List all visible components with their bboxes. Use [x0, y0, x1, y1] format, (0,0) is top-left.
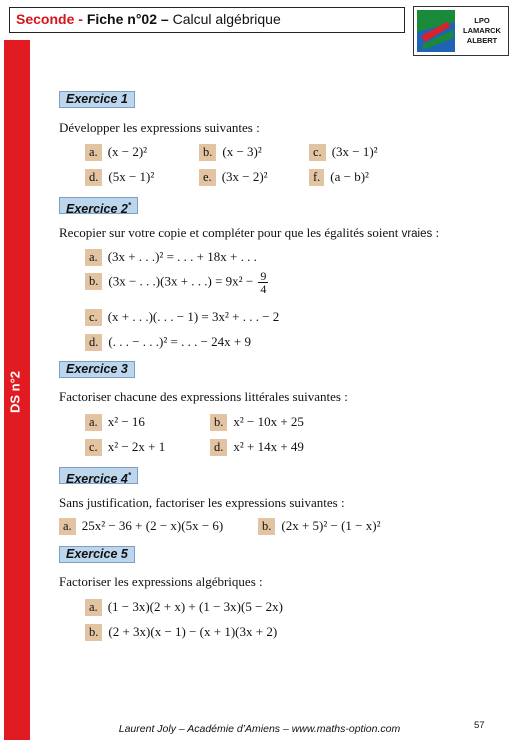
exercise-3-title [59, 361, 135, 378]
item-label: a. [85, 249, 102, 266]
item-label: a. [85, 599, 102, 616]
logo-line-1: LPO LAMARCK [463, 16, 501, 35]
exercise-4-instruction: Sans justification, factoriser les expressions suivantes : [59, 495, 345, 510]
item-expression: (a − b)² [330, 169, 369, 184]
exercise-2-item-b [85, 270, 268, 295]
exercise-1-item-f [309, 168, 369, 186]
item-expression: (3x − . . .)(3x + . . .) = 9x² − [108, 273, 257, 289]
exercise-2-instruction-end: : [432, 225, 440, 240]
item-label: b. [85, 273, 102, 290]
exercise-2-item-d [85, 333, 251, 351]
exercise-2-title-text: Exercice 2 [66, 202, 128, 217]
exercise-1-item-c [309, 143, 378, 161]
exercise-1-title [59, 91, 135, 108]
exercise-4-item-a [59, 517, 223, 535]
item-expression: (x + . . .)(. . . − 1) = 3x² + . . . − 2 [107, 309, 280, 324]
item-expression: (3x + . . .)² = . . . + 18x + . . . [107, 249, 257, 264]
logo-line-2: ALBERT [466, 36, 498, 45]
item-expression: (1 − 3x)(2 + x) + (1 − 3x)(5 − 2x) [107, 599, 283, 614]
exercise-3-item-b [210, 413, 304, 431]
fraction [258, 270, 268, 295]
exercise-2-star: * [127, 201, 131, 210]
exercise-3-title-text: Exercice 3 [66, 362, 128, 376]
item-expression: (2 + 3x)(x − 1) − (x + 1)(3x + 2) [108, 624, 278, 639]
page-footer: Laurent Joly – Académie d’Amiens – www.maths-option.com [118, 723, 401, 735]
fraction-numerator: 9 [260, 269, 267, 283]
fraction-denominator: 4 [260, 282, 267, 296]
item-label: d. [85, 334, 102, 351]
item-label: b. [199, 144, 216, 161]
item-expression: x² − 2x + 1 [107, 439, 166, 454]
exercise-1-title-text: Exercice 1 [66, 92, 128, 106]
header-separator: - [74, 11, 87, 27]
item-label: b. [85, 624, 102, 641]
sidebar-label: DS n°2 [7, 370, 23, 414]
exercise-3-item-c [85, 438, 165, 456]
exercise-5-title [59, 546, 135, 563]
item-label: a. [85, 414, 102, 431]
header-level: Seconde [16, 11, 75, 27]
item-label: d. [85, 169, 102, 186]
item-label: d. [210, 439, 227, 456]
item-label: c. [85, 309, 102, 326]
item-label: e. [199, 169, 216, 186]
school-logo-icon [417, 10, 455, 52]
item-expression: 25x² − 36 + (2 − x)(5x − 6) [81, 518, 224, 533]
header-sheet-number: Fiche n°02 [86, 11, 157, 27]
item-expression: (x − 2)² [107, 144, 148, 159]
exercise-1-item-b [199, 143, 262, 161]
exercise-2-title [59, 197, 138, 217]
item-expression: (. . . − . . .)² = . . . − 24x + 9 [108, 334, 252, 349]
exercise-5-item-b [85, 623, 277, 641]
exercise-3-item-a [85, 413, 145, 431]
exercise-3-item-d [210, 438, 304, 456]
exercise-2-instruction-word: vraies [401, 228, 433, 240]
item-expression: x² − 10x + 25 [233, 414, 304, 429]
item-label: b. [258, 518, 275, 535]
item-label: a. [85, 144, 102, 161]
header-subject: Calcul algébrique [172, 11, 281, 27]
exercise-4-title [59, 467, 138, 487]
exercise-5-item-a [85, 598, 283, 616]
item-expression: (3x − 1)² [331, 144, 378, 159]
item-expression: (3x − 2)² [221, 169, 268, 184]
exercise-1-instruction: Développer les expressions suivantes : [59, 120, 260, 135]
item-label: c. [309, 144, 326, 161]
school-logo [413, 6, 509, 56]
exercise-4-star: * [127, 471, 131, 480]
exercise-1-item-a [85, 143, 147, 161]
school-logo-text [456, 16, 508, 46]
item-label: c. [85, 439, 102, 456]
exercise-1-item-d [85, 168, 154, 186]
item-expression: x² + 14x + 49 [233, 439, 304, 454]
exercise-2-instruction [59, 225, 439, 241]
exercise-4-item-b [258, 517, 380, 535]
item-label: f. [309, 169, 324, 186]
exercise-5-instruction: Factoriser les expressions algébriques : [59, 574, 263, 589]
sheet-header [9, 7, 405, 33]
page-number: 57 [474, 720, 485, 731]
exercise-2-instruction-text: Recopier sur votre copie et compléter pour que les égalités soient [59, 225, 402, 240]
item-expression: (2x + 5)² − (1 − x)² [281, 518, 381, 533]
item-label: b. [210, 414, 227, 431]
exercise-2-item-a [85, 248, 257, 266]
exercise-1-item-e [199, 168, 268, 186]
exercise-4-title-text: Exercice 4 [66, 472, 128, 487]
exercise-5-title-text: Exercice 5 [66, 547, 128, 561]
item-expression: (x − 3)² [222, 144, 262, 159]
exercise-2-item-c [85, 308, 279, 326]
header-separator-2: – [157, 11, 173, 27]
item-label: a. [59, 518, 76, 535]
exercise-3-instruction: Factoriser chacune des expressions littérales suivantes : [59, 389, 348, 404]
item-expression: x² − 16 [107, 414, 145, 429]
item-expression: (5x − 1)² [108, 169, 155, 184]
